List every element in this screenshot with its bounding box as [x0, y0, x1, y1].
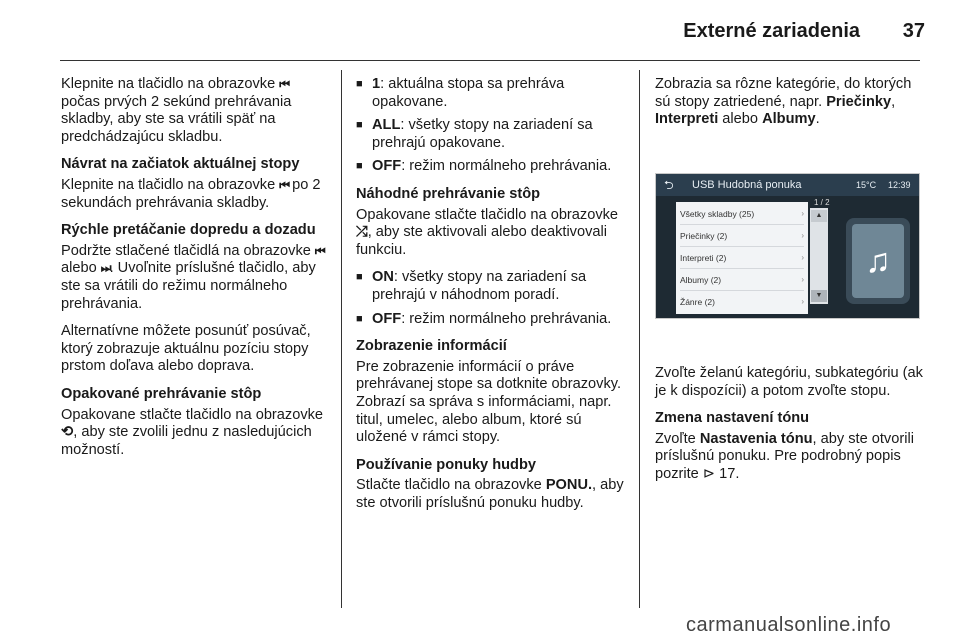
- paragraph-slider: Alternatívne môžete posunúť posúvač, ktorý zobrazuje aktuálnu pozíciu stopy prstom doľava alebo doprava.: [61, 323, 311, 375]
- column-2: [356, 76, 628, 522]
- chevron-right-icon: ›: [801, 209, 804, 218]
- header-rule: [60, 60, 920, 61]
- column-3-lower: [655, 365, 923, 494]
- header-title: Externé zariadenia: [683, 20, 860, 42]
- usb-music-menu-screenshot: [655, 173, 920, 319]
- chevron-up-icon: ▲: [811, 210, 827, 222]
- paragraph-restart-track: Klepnite na tlačidlo na obrazovke ⏮ po 2 sekundách prehrávania skladby.: [61, 176, 321, 211]
- skip-back-icon: ⏮: [279, 77, 289, 91]
- heading-shuffle: Náhodné prehrávanie stôp: [356, 185, 541, 202]
- paragraph-fast-forward: Podržte stlačené tlačidlá na obrazovke ⏮ alebo ⏭. Uvoľnite príslušné tlačidlo, aby ste sa vrátili do režimu normálneho prehrávania.: [61, 242, 324, 312]
- album-art-placeholder: [846, 218, 910, 304]
- heading-tone-settings: Zmena nastavení tónu: [655, 410, 810, 427]
- chevron-right-icon: ›: [801, 231, 804, 240]
- list-item: ■ OFF: režim normálneho prehrávania.: [356, 310, 612, 327]
- page-number: 37: [902, 20, 925, 42]
- bullet-square-icon: ■: [356, 78, 363, 90]
- repeat-icon: ⟲: [61, 424, 74, 441]
- list-item: Všetky skladby (25) ›: [680, 204, 804, 225]
- list-item: Žánre (2) ›: [680, 292, 804, 312]
- screen-temperature: 15°C: [856, 180, 877, 190]
- skip-back-icon: ⏮: [279, 177, 289, 192]
- music-note-icon: ♫: [852, 224, 904, 298]
- paragraph-previous-track: Klepnite na tlačidlo na obrazovke ⏮ počas prvých 2 sekúnd prehrávania skladby, aby ste sa vrátili späť na predchádzajúcu skladbu.: [61, 76, 292, 145]
- skip-forward-icon: ⏭: [100, 261, 110, 276]
- list-item: Albumy (2) ›: [680, 270, 804, 291]
- list-item: ■ ON: všetky stopy na zariadení sa prehrajú v náhodnom poradí.: [356, 269, 587, 303]
- screen-title-bar: [656, 174, 919, 196]
- heading-repeat: Opakované prehrávanie stôp: [61, 385, 262, 402]
- shuffle-icon: ⤮: [356, 224, 368, 241]
- paragraph-music-menu: Stlačte tlačidlo na obrazovke PONU., aby ste otvorili príslušnú ponuku hudby.: [356, 477, 624, 511]
- page-reference-icon: ⊳: [702, 465, 716, 482]
- heading-fast-forward: Rýchle pretáčanie dopredu a dozadu: [61, 222, 316, 239]
- column-1: [61, 76, 331, 469]
- paragraph-info-display: Pre zobrazenie informácií o práve prehrávanej stope sa dotknite obrazovky. Zobrazí sa správa s informáciami, napr. titul, umelec, alebo album, ktoré sú uložené v rámci stopy.: [356, 358, 622, 446]
- heading-info-display: Zobrazenie informácií: [356, 338, 507, 355]
- list-item: Interpreti (2) ›: [680, 248, 804, 269]
- chevron-right-icon: ›: [801, 297, 804, 306]
- list-item: ■ OFF: režim normálneho prehrávania.: [356, 158, 612, 175]
- paragraph-tone-settings: Zvoľte Nastavenia tónu, aby ste otvorili príslušnú ponuku. Pre podrobný popis pozrite ⊳ 17.: [655, 430, 914, 482]
- skip-back-icon: ⏮: [314, 243, 324, 258]
- watermark: carmanualsonline.info: [686, 614, 892, 636]
- bullet-square-icon: ■: [356, 312, 363, 325]
- list-item: Priečinky (2) ›: [680, 226, 804, 247]
- bullet-square-icon: ■: [356, 119, 363, 132]
- list-item: ■ ALL: všetky stopy na zariadení sa prehrajú opakovane.: [356, 117, 593, 151]
- paragraph-repeat: Opakovane stlačte tlačidlo na obrazovke ⟲, aby ste zvolili jednu z nasledujúcich možností.: [61, 406, 324, 458]
- paragraph-categories: Zobrazia sa rôzne kategórie, do ktorých sú stopy zatriedené, napr. Priečinky, Interpreti alebo Albumy.: [655, 76, 912, 128]
- screen-title: USB Hudobná ponuka: [692, 179, 802, 191]
- bullet-square-icon: ■: [356, 271, 363, 284]
- category-list: [676, 202, 808, 314]
- chevron-down-icon: ▼: [811, 290, 827, 302]
- paragraph-shuffle: Opakovane stlačte tlačidlo na obrazovke ⤮, aby ste aktivovali alebo deaktivovali funkciu.: [356, 206, 619, 258]
- column-3: [655, 76, 923, 139]
- list-scrollbar: [810, 208, 828, 304]
- column-divider-2: [639, 70, 640, 608]
- chevron-right-icon: ›: [801, 275, 804, 284]
- column-divider-1: [341, 70, 342, 608]
- paragraph-select-category: Zvoľte želanú kategóriu, subkategóriu (ak je k dispozícii) a potom zvoľte stopu.: [655, 365, 923, 399]
- list-item: ■ 1: aktuálna stopa sa prehráva opakovane.: [356, 76, 565, 110]
- back-arrow-icon: ⮌: [664, 178, 674, 192]
- screen-clock: 12:39: [888, 180, 911, 190]
- bullet-square-icon: ■: [356, 160, 363, 173]
- page-indicator: 1 / 2: [814, 198, 830, 207]
- chevron-right-icon: ›: [801, 253, 804, 262]
- heading-music-menu: Používanie ponuky hudby: [356, 456, 537, 473]
- heading-restart-track: Návrat na začiatok aktuálnej stopy: [61, 156, 300, 173]
